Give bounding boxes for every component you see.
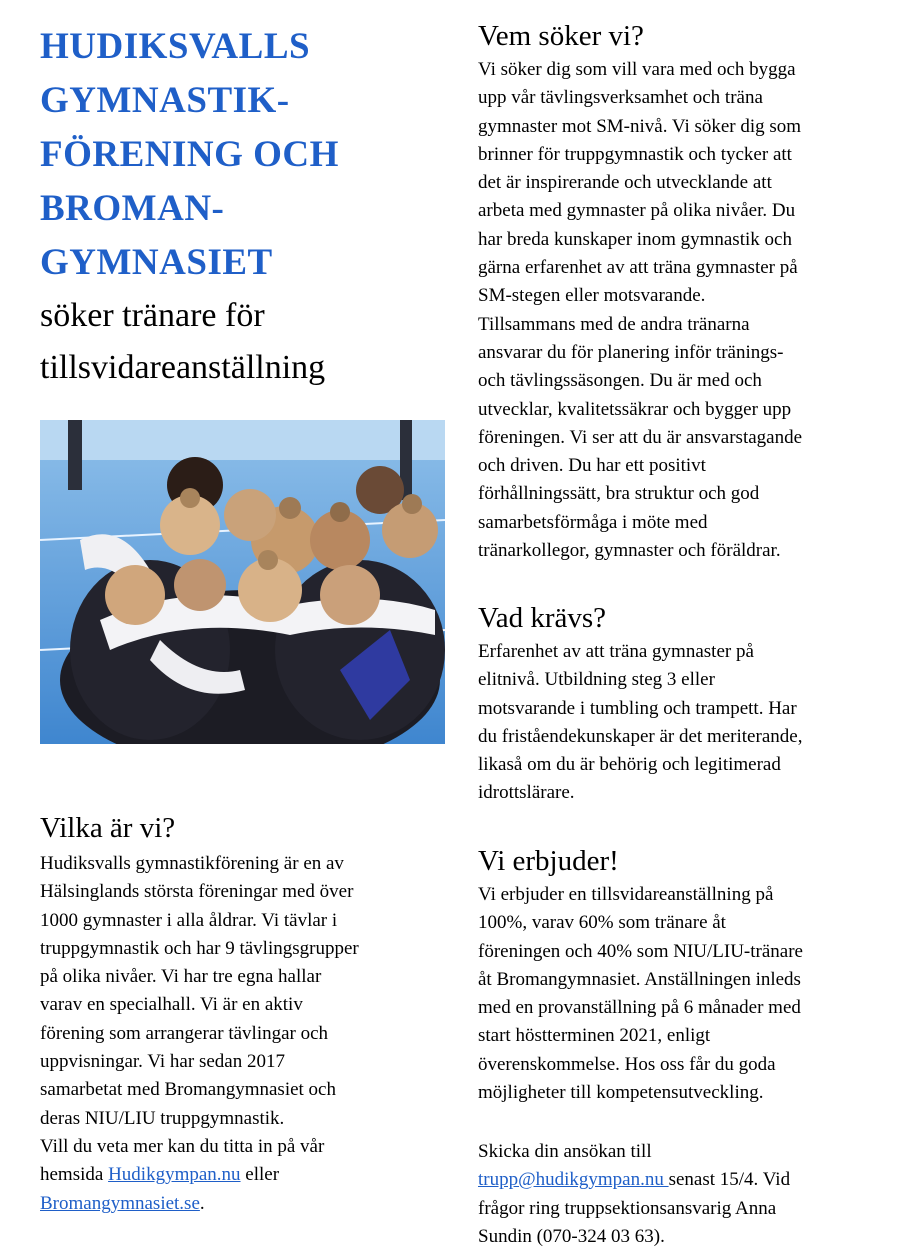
text-line: elitnivå. Utbildning steg 3 eller xyxy=(478,669,715,691)
title-line: HUDIKSVALLS xyxy=(40,26,311,67)
text-line: idrottslärare. xyxy=(478,782,575,804)
text-line: motsvarande i tumbling och trampett. Har xyxy=(478,697,797,719)
section-apply xyxy=(478,1138,888,1251)
gymnasts-huddle-photo xyxy=(40,420,445,744)
section-heading: Vi erbjuder! xyxy=(478,845,619,877)
text-line: åt Bromangymnasiet. Anställningen inleds xyxy=(478,968,801,990)
text-line: Vi söker dig som vill vara med och bygga xyxy=(478,59,796,80)
text-line: Vill du veta mer kan du titta in på vår xyxy=(40,1135,325,1157)
text-line: 1000 gymnaster i alla åldrar. Vi tävlar i xyxy=(40,909,338,931)
text-line: förening som arrangerar tävlingar och xyxy=(40,1022,329,1044)
text-line: tränarkollegor, gymnaster och föräldrar. xyxy=(478,540,781,562)
section-body xyxy=(478,881,888,1107)
section-who-are-we xyxy=(40,810,440,1218)
section-who-we-seek xyxy=(478,18,888,565)
title-line: BROMAN- xyxy=(40,188,225,229)
text-line: Vi erbjuder en tillsvidareanställning på xyxy=(478,884,774,905)
section-heading: Vad krävs? xyxy=(478,602,607,634)
text-line: brinner för truppgymnastik och tycker att xyxy=(478,143,792,165)
text-line: du friståendekunskaper är det meriterande, xyxy=(478,725,803,747)
text-line: Hälsinglands största föreningar med över xyxy=(40,881,354,903)
hudikgympan-link[interactable]: Hudikgympan.nu xyxy=(108,1164,241,1186)
email-link[interactable]: trupp@hudikgympan.nu xyxy=(478,1169,669,1191)
title-line: GYMNASTIK- xyxy=(40,80,290,121)
text-line: utvecklar, kvalitetssäkrar och bygger upp xyxy=(478,398,792,420)
text-line: Hudiksvalls gymnastikförening är en av xyxy=(40,853,344,874)
text-line: uppvisningar. Vi har sedan 2017 xyxy=(40,1051,285,1073)
text-line: har breda kunskaper inom gymnastik och xyxy=(478,228,792,250)
section-heading: Vem söker vi? xyxy=(478,20,644,52)
text-line: samarbetsförmåga i möte med xyxy=(478,511,708,533)
text-line: deras NIU/LIU truppgymnastik. xyxy=(40,1107,285,1129)
title-line: GYMNASIET xyxy=(40,242,273,283)
text-line: Tillsammans med de andra tränarna xyxy=(478,313,750,335)
text-line-with-link xyxy=(40,1190,440,1218)
text-line: truppgymnastik och har 9 tävlingsgrupper xyxy=(40,937,359,959)
text-line: Sundin (070-324 03 63). xyxy=(478,1225,665,1247)
title-line: FÖRENING OCH xyxy=(40,134,339,175)
section-body xyxy=(478,56,888,565)
text-line: likaså om du är behörig och legitimerad xyxy=(478,754,781,776)
section-heading: Vilka är vi? xyxy=(40,812,176,844)
period: . xyxy=(199,1192,205,1214)
text-line: arbeta med gymnaster på olika nivåer. Du xyxy=(478,200,796,222)
text-line: samarbetat med Bromangymnasiet och xyxy=(40,1079,336,1101)
text-line: överenskommelse. Hos oss får du goda xyxy=(478,1053,776,1075)
link-suffix: eller xyxy=(240,1164,280,1186)
text-line: start höstterminen 2021, enligt xyxy=(478,1025,711,1047)
text-line-with-link xyxy=(40,1161,440,1189)
section-body xyxy=(478,1138,888,1251)
text-line: föreningen och 40% som NIU/LIU-tränare xyxy=(478,940,803,962)
text-line: 100%, varav 60% som tränare åt xyxy=(478,912,726,934)
page-subtitle xyxy=(40,290,325,394)
text-line: möjligheter till kompetensutveckling. xyxy=(478,1082,764,1104)
text-line: och tävlingssäsongen. Du är med och xyxy=(478,370,762,392)
text-line: Erfarenhet av att träna gymnaster på xyxy=(478,641,754,662)
section-requirements xyxy=(478,600,888,808)
text-line: Skicka din ansökan till xyxy=(478,1141,652,1162)
subtitle-line: söker tränare för xyxy=(40,297,265,334)
text-line: förhållningssätt, bra struktur och god xyxy=(478,483,760,505)
text-line: frågor ring truppsektionsansvarig Anna xyxy=(478,1197,777,1219)
bromangymnasiet-link[interactable]: Bromangymnasiet.se xyxy=(40,1192,200,1214)
text-line: upp vår tävlingsverksamhet och träna xyxy=(478,87,763,109)
text-line: föreningen. Vi ser att du är ansvarstagande xyxy=(478,426,803,448)
photo-illustration xyxy=(40,420,445,744)
section-body xyxy=(40,850,440,1218)
link-prefix: hemsida xyxy=(40,1164,109,1186)
text-line-with-email xyxy=(478,1166,888,1194)
text-line: gymnaster mot SM-nivå. Vi söker dig som xyxy=(478,115,802,137)
text-line: SM-stegen eller motsvarande. xyxy=(478,285,706,307)
text-line: varav en specialhall. Vi är en aktiv xyxy=(40,994,303,1016)
text-line: det är inspirerande och utvecklande att xyxy=(478,172,772,194)
page-title xyxy=(40,20,339,290)
deadline-text: senast 15/4. Vid xyxy=(668,1169,791,1191)
section-body xyxy=(478,638,888,808)
text-line: och driven. Du har ett positivt xyxy=(478,455,706,477)
text-line: med en provanställning på 6 månader med xyxy=(478,997,801,1019)
text-line: gärna erfarenhet av att träna gymnaster på xyxy=(478,257,798,279)
section-we-offer xyxy=(478,843,888,1107)
text-line: på olika nivåer. Vi har tre egna hallar xyxy=(40,966,322,988)
subtitle-line: tillsvidareanställning xyxy=(40,349,326,386)
text-line: ansvarar du för planering inför tränings- xyxy=(478,341,784,363)
